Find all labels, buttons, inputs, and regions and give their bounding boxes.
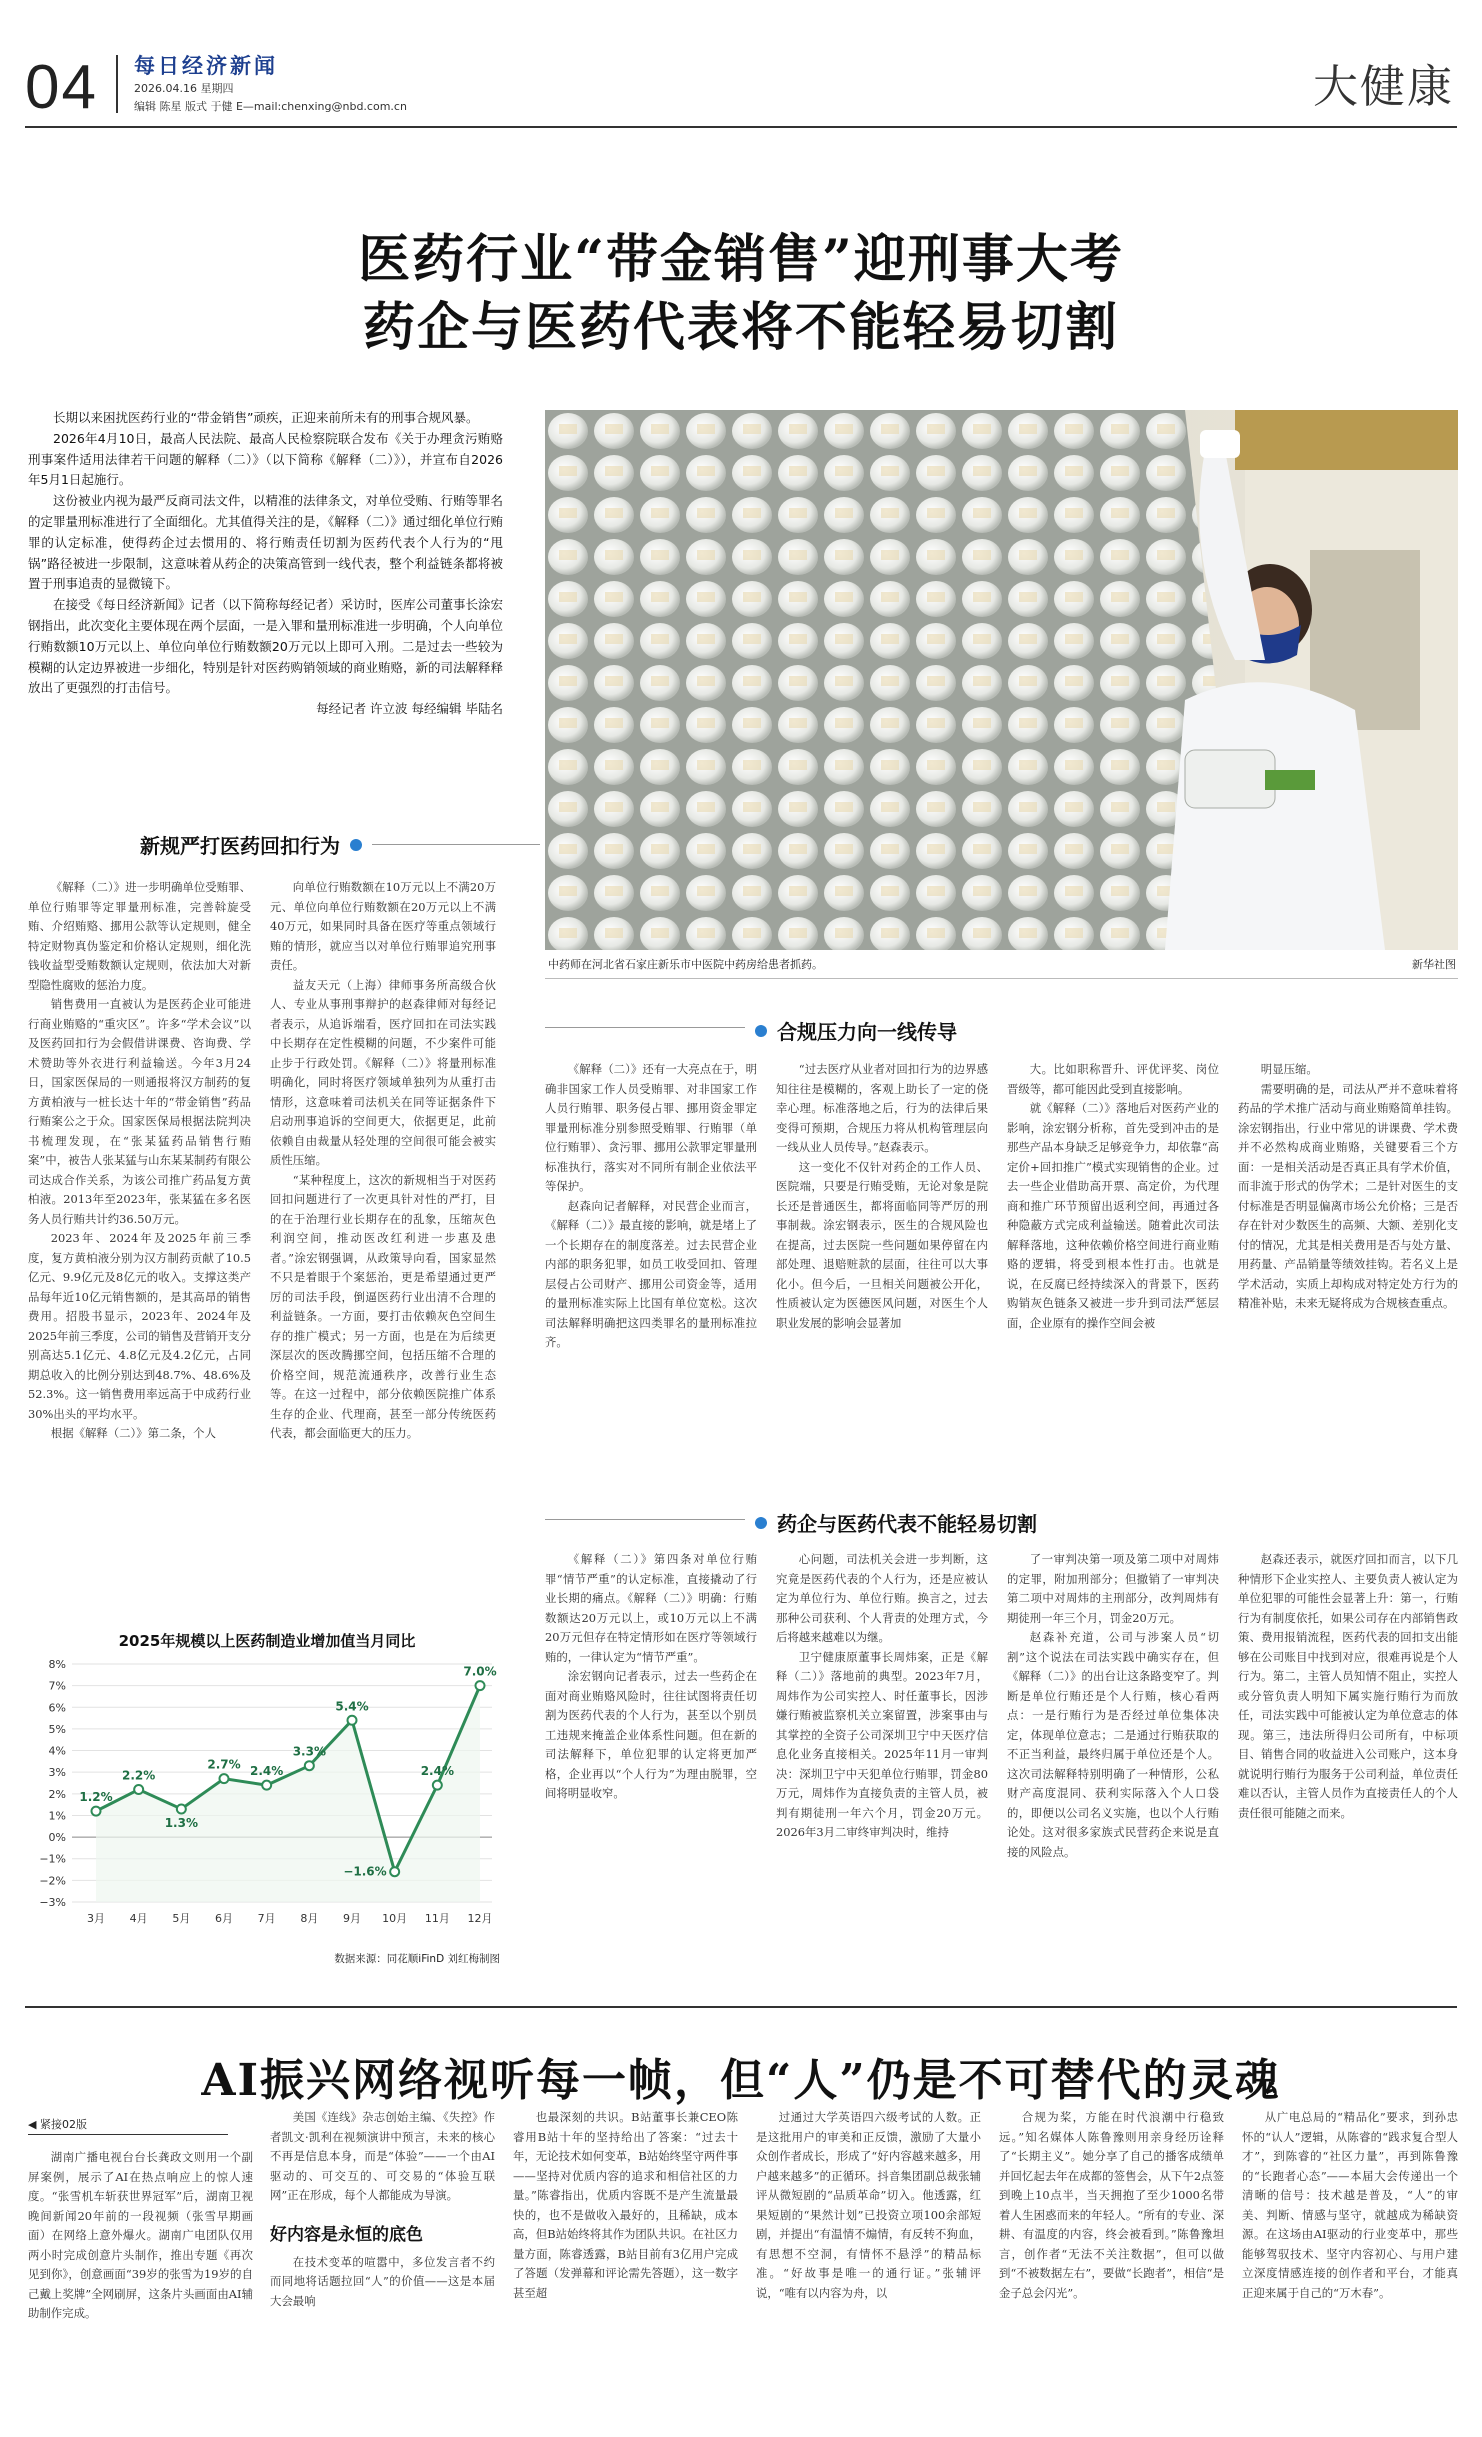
subhead-no-separation bbox=[755, 1508, 1455, 1537]
jump-rule bbox=[28, 2134, 228, 2135]
paragraph: 《解释（二）》第四条对单位行贿罪“情节严重”的认定标准，直接撬动了行业长期的痛点。《解释（二）》明确：行贿数额达20万元以上，或10万元以上不满20万元但存在特定情形如在医疗等领域行贿的，一律认定为“情节严重”。 bbox=[545, 1552, 757, 1664]
chart-y-tick-label: −2% bbox=[39, 1874, 66, 1888]
photo-credit: 新华社图 bbox=[1412, 958, 1456, 971]
section-divider bbox=[25, 2006, 1457, 2008]
byline: 每经记者 许立波 每经编辑 毕陆名 bbox=[316, 701, 503, 717]
chart-y-tick-label: −1% bbox=[39, 1852, 66, 1866]
paragraph: 过通过大学英语四六级考试的人数。正是这批用户的审美和正反馈，激励了大量小众创作者成长，形成了“好内容越来越多，用户越来越多”的正循环。抖音集团副总裁张辅评从微短剧的“品质革命”切入。他透露，红果短剧的“果然计划”已投资立项100余部短剧，并提出“有温情不煽情，有反转不狗血，有思想不空洞，有情怀不悬浮”的精品标准。“好故事是唯一的通行证。”张辅评说，“唯有以内容为舟，以 bbox=[756, 2110, 981, 2300]
paragraph: 心问题，司法机关会进一步判断，这究竟是医药代表的个人行为，还是应被认定为单位行为、单位行贿。换言之，过去那种公司获利、个人背责的处理方式，今后将越来越难以为继。 bbox=[776, 1552, 988, 1644]
chart-source: 数据来源：同花顺iFinD 刘红梅制图 bbox=[334, 1953, 500, 1965]
date-line: 2026.04.16 星期四 bbox=[134, 82, 234, 95]
paragraph: 向单位行贿数额在10万元以上不满20万元、单位向单位行贿数额在20万元以上不满40万元，如果同时具备在医疗等重点领域行贿的情形，就应当以对单位行贿罪追究刑事责任。 bbox=[270, 880, 496, 972]
photo-caption-rule bbox=[545, 978, 1458, 979]
chart-x-tick-label: 12月 bbox=[467, 1912, 493, 1925]
chart-x-tick-label: 10月 bbox=[382, 1912, 408, 1925]
paragraph: 了一审判决第一项及第二项中对周炜的定罪，附加刑部分；但撤销了一审判决第二项中对周炜的主刑部分，改判周炜有期徒刑一年三个月，罚金20万元。 bbox=[1007, 1552, 1219, 1625]
chart-data-label: −1.6% bbox=[343, 1864, 387, 1879]
paragraph: 大。比如职称晋升、评优评奖、岗位晋级等，都可能因此受到直接影响。 bbox=[1007, 1062, 1219, 1096]
chart-x-tick-label: 4月 bbox=[129, 1912, 148, 1925]
subhead-line bbox=[372, 844, 540, 845]
chart-data-label: 1.3% bbox=[164, 1815, 198, 1830]
paragraph: 涂宏钢向记者表示，过去一些药企在面对商业贿赂风险时，往往试图将责任切割为医药代表的个人行为，甚至以个别员工违规来掩盖企业体系性问题。但在新的司法解释下，单位犯罪的认定将更加严格，企业再以“个人行为”为理由脱罪，空间将明显收窄。 bbox=[545, 1669, 757, 1800]
chart-data-point bbox=[476, 1681, 485, 1690]
chart-x-tick-label: 5月 bbox=[172, 1912, 191, 1925]
paragraph: 就《解释（二）》落地后对医药产业的影响，涂宏钢分析称，首先受到冲击的是那些产品本身缺乏足够竞争力，却依靠“高定价+回扣推广”模式实现销售的企业。过去一些企业借助高开票、高定价，为代理商和推广环节预留出返利空间，再通过各种隐蔽方式完成利益输送。随着此次司法解释落地，这种依赖价格空间进行商业贿赂的逻辑，将受到根本性打击。也就是说，在反腐已经持续深入的背景下，医药购销灰色链条又被进一步升到司法严惩层面，企业原有的操作空间会被 bbox=[1007, 1101, 1219, 1330]
lead-paragraph: 在接受《每日经济新闻》记者（以下简称每经记者）采访时，医库公司董事长涂宏钢指出，此次变化主要体现在两个层面，一是入罪和量刑标准进一步明确，个人向单位行贿数额10万元以上、单位向单位行贿数额20万元以上即可入刑。二是过去一些较为模糊的认定边界被进一步细化，特别是针对医药购销领域的商业贿赂，新的司法解释释放出了更强烈的打击信号。 bbox=[28, 597, 503, 696]
paragraph: “过去医疗从业者对回扣行为的边界感知往往是模糊的，客观上助长了一定的侥幸心理。标准落地之后，行为的法律后果变得可预期，合规压力将从机构管理层向一线从业人员传导。”赵森表示。 bbox=[776, 1062, 988, 1154]
subhead-bullet-icon bbox=[350, 839, 362, 851]
header-rule bbox=[25, 126, 1457, 128]
photo-caption: 中药师在河北省石家庄新乐市中医院中药房给患者抓药。 bbox=[548, 958, 823, 971]
second-column-6 bbox=[1242, 2108, 1458, 2428]
article-lead bbox=[28, 408, 503, 808]
pharmacy-photo-illustration bbox=[545, 410, 1458, 950]
second-column-3 bbox=[513, 2108, 738, 2428]
column-3 bbox=[545, 1060, 757, 1465]
chart-data-label: 2.4% bbox=[420, 1764, 454, 1779]
chart-y-tick-label: 7% bbox=[48, 1679, 66, 1693]
column-5 bbox=[1007, 1060, 1219, 1465]
chart-x-tick-label: 6月 bbox=[215, 1912, 233, 1925]
paragraph: 根据《解释（二）》第二条，个人 bbox=[50, 1426, 216, 1440]
lead-paragraph: 2026年4月10日，最高人民法院、最高人民检察院联合发布《关于办理贪污贿赂刑事案件适用法律若干问题的解释（二）》（以下简称《解释（二）》），并宣布自2026年5月1日起施行。 bbox=[28, 430, 503, 488]
paragraph: 益友天元（上海）律师事务所高级合伙人、专业从事刑事辩护的赵森律师对每经记者表示，从追诉端看，医疗回扣在司法实践中长期存在定性模糊的问题，不少案件可能止步于行政处罚。《解释（二）》将量刑标准明确化，同时将医疗领域单独列为从重打击情形，这意味着司法机关在同等证据条件下启动刑事追诉的空间更大，依据更足，此前依赖自由裁量从轻处理的空间很可能会被实质性压缩。 bbox=[270, 977, 496, 1167]
subhead-new-rules bbox=[140, 830, 540, 859]
chart-panel bbox=[28, 1626, 506, 1966]
headline-line2: 药企与医药代表将不能轻易切割 bbox=[362, 297, 1119, 358]
jump-label: ◀ 紧接02版 bbox=[28, 2118, 87, 2131]
paragraph: 赵森补充道，公司与涉案人员“切割”这个说法在司法实践中确实存在，但《解释（二）》的出台让这条路变窄了。判断是单位行贿还是个人行贿，核心看两点：一是行贿行为是否经过单位集体决定，体现单位意志；二是通过行贿获取的不正当利益，最终归属于单位还是个人。这次司法解释特别明确了一种情形，公私财产高度混同、获利实际落入个人口袋的，即便以公司名义实施，也以个人行贿论处。这对很多家族式民营药企来说是直接的风险点。 bbox=[1007, 1630, 1219, 1859]
paragraph: 明显压缩。 bbox=[1260, 1062, 1318, 1076]
chart-y-tick-label: 5% bbox=[48, 1722, 66, 1736]
paragraph: 合规为桨，方能在时代浪潮中行稳致远。”知名媒体人陈鲁豫则用亲身经历诠释了“长期主义”。她分享了自己的播客成绩单并回忆起去年在成都的签售会，从下午2点签到晚上10点半，当天拥抱了至少1000名带着人生困惑而来的年轻人。“所有的专业、深耕、有温度的内容，终会被看到。”陈鲁豫坦言，创作者“无法不关注数据”，但可以做到“不被数据左右”，要做“长跑者”，相信“是金子总会闪光”。 bbox=[999, 2110, 1224, 2300]
second-column-4 bbox=[756, 2108, 981, 2428]
column-10 bbox=[1238, 1550, 1458, 1960]
subhead-title: 药企与医药代表不能轻易切割 bbox=[777, 1512, 1037, 1536]
subhead-left-line bbox=[545, 1519, 745, 1520]
paragraph: 美国《连线》杂志创始主编、《失控》作者凯文·凯利在视频演讲中预言，未来的核心不再是信息本身，而是“体验”——一个由AI驱动的、可交互的、可交易的“体验互联网”正在形成，每个人都能成为导演。 bbox=[270, 2110, 495, 2202]
second-column-2 bbox=[270, 2108, 495, 2428]
subhead-bullet-icon bbox=[755, 1025, 767, 1037]
paragraph: “某种程度上，这次的新规相当于对医药回扣问题进行了一次更具针对性的严打，目的在于治理行业长期存在的乱象，压缩灰色利润空间，推动医改红利进一步惠及患者。”涂宏钢强调，从政策导向看，国家显然不只是着眼于个案惩治，更是希望通过更严厉的司法手段，倒逼医药行业出清不合理的利益链条。一方面，要打击依赖灰色空间生存的推广模式；另一方面，也是在为后续更深层次的医改腾挪空间，包括压缩不合理的价格空间，规范流通秩序，改善行业生态等。在这一过程中，部分依赖医院推广体系生存的企业、代理商，甚至一部分传统医药代表，都会面临更大的压力。 bbox=[270, 1172, 496, 1440]
second-headline: AI振兴网络视听每一帧，但“人”仍是不可替代的灵魂 bbox=[201, 2055, 1281, 2106]
chart-data-label: 3.3% bbox=[292, 1744, 326, 1759]
chart-y-tick-label: 6% bbox=[48, 1701, 66, 1715]
chart-data-label: 2.2% bbox=[122, 1768, 156, 1783]
column-1 bbox=[28, 878, 251, 1620]
column-6 bbox=[1238, 1060, 1458, 1465]
lead-paragraph: 长期以来困扰医药行业的“带金销售”顽疾，正迎来前所未有的刑事合规风暴。 bbox=[53, 410, 479, 425]
paragraph: 也最深刻的共识。B站董事长兼CEO陈睿用B站十年的坚持给出了答案：“过去十年，无论技术如何变革，B站始终坚守两件事——坚持对优质内容的追求和相信社区的力量。”陈睿指出，优质内容既不是产生流量最快的，也不是做收入最好的，且稀缺，成本高，但B站始终将其作为团队共识。在社区力量方面，陈睿透露，B站目前有3亿用户完成了答题（发弹幕和评论需先答题），这一数字甚至超 bbox=[513, 2110, 738, 2300]
chart-y-tick-label: 2% bbox=[48, 1787, 66, 1801]
paragraph: 这一变化不仅针对药企的工作人员、医院端，只要是行贿受贿，无论对象是院长还是普通医生，都将面临同等严厉的刑事制裁。涂宏钢表示，医生的合规风险也在提高，过去医院一些问题如果停留在内部处理、退赔赃款的层面，往往可以大事化小。但今后，一旦相关问题被公开化，性质被认定为医德医风问题，对医生个人职业发展的影响会显著加 bbox=[776, 1159, 988, 1330]
subhead-compliance bbox=[755, 1016, 1455, 1045]
chart-data-label: 1.2% bbox=[79, 1790, 113, 1805]
subhead-left-line bbox=[545, 1027, 745, 1028]
header-vertical-divider bbox=[116, 55, 118, 113]
chart-data-point bbox=[177, 1804, 186, 1813]
column-2 bbox=[270, 878, 496, 1620]
chart-data-point bbox=[92, 1807, 101, 1816]
chart-data-point bbox=[134, 1785, 143, 1794]
paragraph: 在技术变革的喧嚣中，多位发言者不约而同地将话题拉回“人”的价值——这是本届大会最响 bbox=[270, 2254, 495, 2308]
chart-title: 2025年规模以上医药制造业增加值当月同比 bbox=[118, 1632, 416, 1650]
chart-data-label: 2.7% bbox=[207, 1757, 241, 1772]
column-8 bbox=[776, 1550, 988, 1960]
paragraph: 销售费用一直被认为是医药企业可能进行商业贿赂的“重灾区”。许多“学术会议”以及医药回扣行为会假借讲课费、咨询费、学术赞助等外衣进行利益输送。今年3月24日，国家医保局的一则通报将汉方制药的复方黄柏液与一桩长达十年的“带金销售”药品行贿案公之于众。国家医保局根据法院判决书梳理发现，在“张某猛药品销售行贿案”中，被告人张某猛与山东某某制药有限公司达成合作关系，为该公司推广药品复方黄柏液。2013年至2023年，张某猛在多名医务人员行贿共计约36.50万元。 bbox=[28, 997, 251, 1226]
headline-line1: 医药行业“带金销售”迎刑事大考 bbox=[358, 229, 1124, 290]
line-chart bbox=[28, 1652, 506, 1952]
chart-data-point bbox=[220, 1774, 229, 1783]
chart-x-tick-label: 8月 bbox=[300, 1912, 319, 1925]
second-column-1 bbox=[28, 2148, 253, 2428]
paragraph: 《解释（二）》还有一大亮点在于，明确非国家工作人员受贿罪、对非国家工作人员行贿罪、职务侵占罪、挪用资金罪定罪量刑标准分别参照受贿罪、行贿罪（单位行贿罪）、贪污罪、挪用公款罪定罪量刑标准执行，落实对不同所有制企业依法平等保护。 bbox=[545, 1062, 757, 1193]
second-column-5 bbox=[999, 2108, 1224, 2428]
subhead-title: 新规严打医药回扣行为 bbox=[140, 834, 340, 858]
column-7 bbox=[545, 1550, 757, 1960]
paragraph: 卫宁健康原董事长周炜案，正是《解释（二）》落地前的典型。2023年7月，周炜作为公司实控人、时任董事长，因涉嫌行贿被监察机关立案留置，涉案事由与其掌控的全资子公司深圳卫宁中天医疗信息化业务直接相关。2025年11月一审判决：深圳卫宁中天犯单位行贿罪，罚金80万元，周炜作为直接负责的主管人员，被判有期徒刑一年六个月，罚金20万元。2026年3月二审终审判决时，维持 bbox=[776, 1649, 988, 1839]
chart-y-tick-label: 8% bbox=[48, 1658, 66, 1671]
chart-y-tick-label: −3% bbox=[39, 1896, 66, 1909]
paragraph: 2023年、2024年及2025年前三季度，复方黄柏液分别为汉方制药贡献了10.5亿元、9.9亿元及8亿元的收入。支撑这类产品每年近10亿元销售额的，是其高昂的销售费用。招股书显示，2023年、2024年及2025年前三季度，公司的销售及营销开支分别高达5.1亿元、4.8亿元及4.2亿元，占同期总收入的比例分别达到48.7%、48.6%及52.3%。这一销售费用率远高于中成药行业30%出头的平均水平。 bbox=[28, 1231, 251, 1421]
subhead-title: 合规压力向一线传导 bbox=[777, 1020, 957, 1044]
chart-x-tick-label: 7月 bbox=[257, 1912, 276, 1925]
chart-x-tick-label: 3月 bbox=[87, 1912, 105, 1925]
paragraph: 赵森向记者解释，对民营企业而言，《解释（二）》最直接的影响，就是堵上了一个长期存在的制度落差。过去民营企业内部的职务犯罪，如员工收受回扣、管理层侵占公司财产、挪用公司资金等，适用的量刑标准实际上比国有单位宽松。这次司法解释明确把这四类罪名的量刑标准拉齐。 bbox=[545, 1198, 757, 1349]
second-subhead: 好内容是永恒的底色 bbox=[270, 2224, 423, 2245]
editors-line: 编辑 陈星 版式 于健 E—mail:chenxing@nbd.com.cn bbox=[134, 100, 407, 113]
chart-data-point bbox=[433, 1781, 442, 1790]
chart-data-point bbox=[348, 1716, 357, 1725]
paragraph: 赵森还表示，就医疗回扣而言，以下几种情形下企业实控人、主要负责人被认定为单位犯罪的可能性会显著上升：第一，行贿行为有制度依托，如果公司存在内部销售政策、费用报销流程，医药代表的回扣支出能够在公司账目中找到对应，很难再说是个人行为。第二，主管人员知情不阻止，实控人或分管负责人明知下属实施行贿行为而放任，司法实践中可能被认定为单位意志的体现。第三，违法所得归公司所有，中标项目、销售合同的收益进入公司账户，这本身就说明行贿行为服务于公司利益，单位责任难以否认，主管人员作为直接责任人的个人责任很可能随之而来。 bbox=[1238, 1552, 1458, 1820]
paragraph: 湖南广播电视台台长龚政文则用一个副屏案例，展示了AI在热点响应上的惊人速度。“张雪机车斩获世界冠军”后，湖南卫视晚间新闻20年前的一段视频（张雪早期画面）在网络上意外爆火。湖南广电团队仅用两小时完成创意片头制作，推出专题《再次见到你》，创意画面“39岁的张雪为19岁的自己戴上奖牌”全网刷屏，这条片头画面由AI辅助制作完成。 bbox=[28, 2150, 253, 2320]
chart-y-tick-label: 0% bbox=[48, 1831, 66, 1845]
chart-data-point bbox=[305, 1761, 314, 1770]
chart-y-tick-label: 4% bbox=[48, 1744, 66, 1758]
column-4 bbox=[776, 1060, 988, 1465]
column-9 bbox=[1007, 1550, 1219, 1960]
pharmacy-photo bbox=[545, 410, 1458, 950]
paragraph: 需要明确的是，司法从严并不意味着将药品的学术推广活动与商业贿赂简单挂钩。涂宏钢指出，行业中常见的讲课费、学术费并不必然构成商业贿赂，关键要看三个方面：一是相关活动是否真正具有学术价值，而非流于形式的伪学术；二是针对医生的支付标准是否明显偏离市场公允价格；三是否存在针对少数医生的高频、大额、差别化支付的情况，尤其是相关费用是否与处方量、用药量、产品销量等绩效挂钩。若名义上是学术活动，实质上却构成对特定处方行为的精准补贴，未来无疑将成为合规核查重点。 bbox=[1238, 1081, 1458, 1310]
chart-x-tick-label: 11月 bbox=[424, 1912, 450, 1925]
chart-data-point bbox=[262, 1781, 271, 1790]
chart-y-tick-label: 1% bbox=[48, 1809, 66, 1823]
chart-data-label: 2.4% bbox=[250, 1764, 284, 1779]
chart-data-label: 5.4% bbox=[335, 1699, 369, 1714]
page-number: 04 bbox=[25, 53, 98, 122]
chart-data-label: 7.0% bbox=[463, 1664, 497, 1679]
chart-data-point bbox=[390, 1867, 399, 1876]
paragraph: 《解释（二）》进一步明确单位受贿罪、单位行贿罪等定罪量刑标准，完善斡旋受贿、介绍贿赂、挪用公款等认定规则，健全特定财物真伪鉴定和价格认定规则，细化洗钱收益型受贿数额认定规则，依法加大对新型隐性腐败的惩治力度。 bbox=[28, 880, 251, 992]
subhead-bullet-icon bbox=[755, 1517, 767, 1529]
paragraph: 从广电总局的“精品化”要求，到孙忠怀的“认人”逻辑，从陈睿的“践求复合型人才”，到陈睿的“社区力量”，再到陈鲁豫的“长跑者心态”——本届大会传递出一个清晰的信号：技术越是普及，“人”的审美、判断、情感与坚守，就越成为稀缺资源。在这场由AI驱动的行业变革中，那些能够驾驭技术、坚守内容初心、与用户建立深度情感连接的创作者和平台，才能真正迎来属于自己的“万木春”。 bbox=[1242, 2110, 1458, 2300]
chart-x-tick-label: 9月 bbox=[343, 1912, 361, 1925]
chart-y-tick-label: 3% bbox=[48, 1766, 66, 1780]
newspaper-name: 每日经济新闻 bbox=[134, 53, 278, 78]
lead-paragraph: 这份被业内视为最严反商司法文件，以精准的法律条文，对单位受贿、行贿等罪名的定罪量刑标准进行了全面细化。尤其值得关注的是，《解释（二）》通过细化单位行贿罪的认定标准，使得药企过去惯用的、将行贿责任切割为医药代表个人行为的“甩锅”路径被进一步限制，这意味着从药企的决策高管到一线代表，整个利益链条都将被置于刑事追责的显微镜下。 bbox=[28, 493, 503, 592]
section-label: 大健康 bbox=[1312, 60, 1454, 113]
